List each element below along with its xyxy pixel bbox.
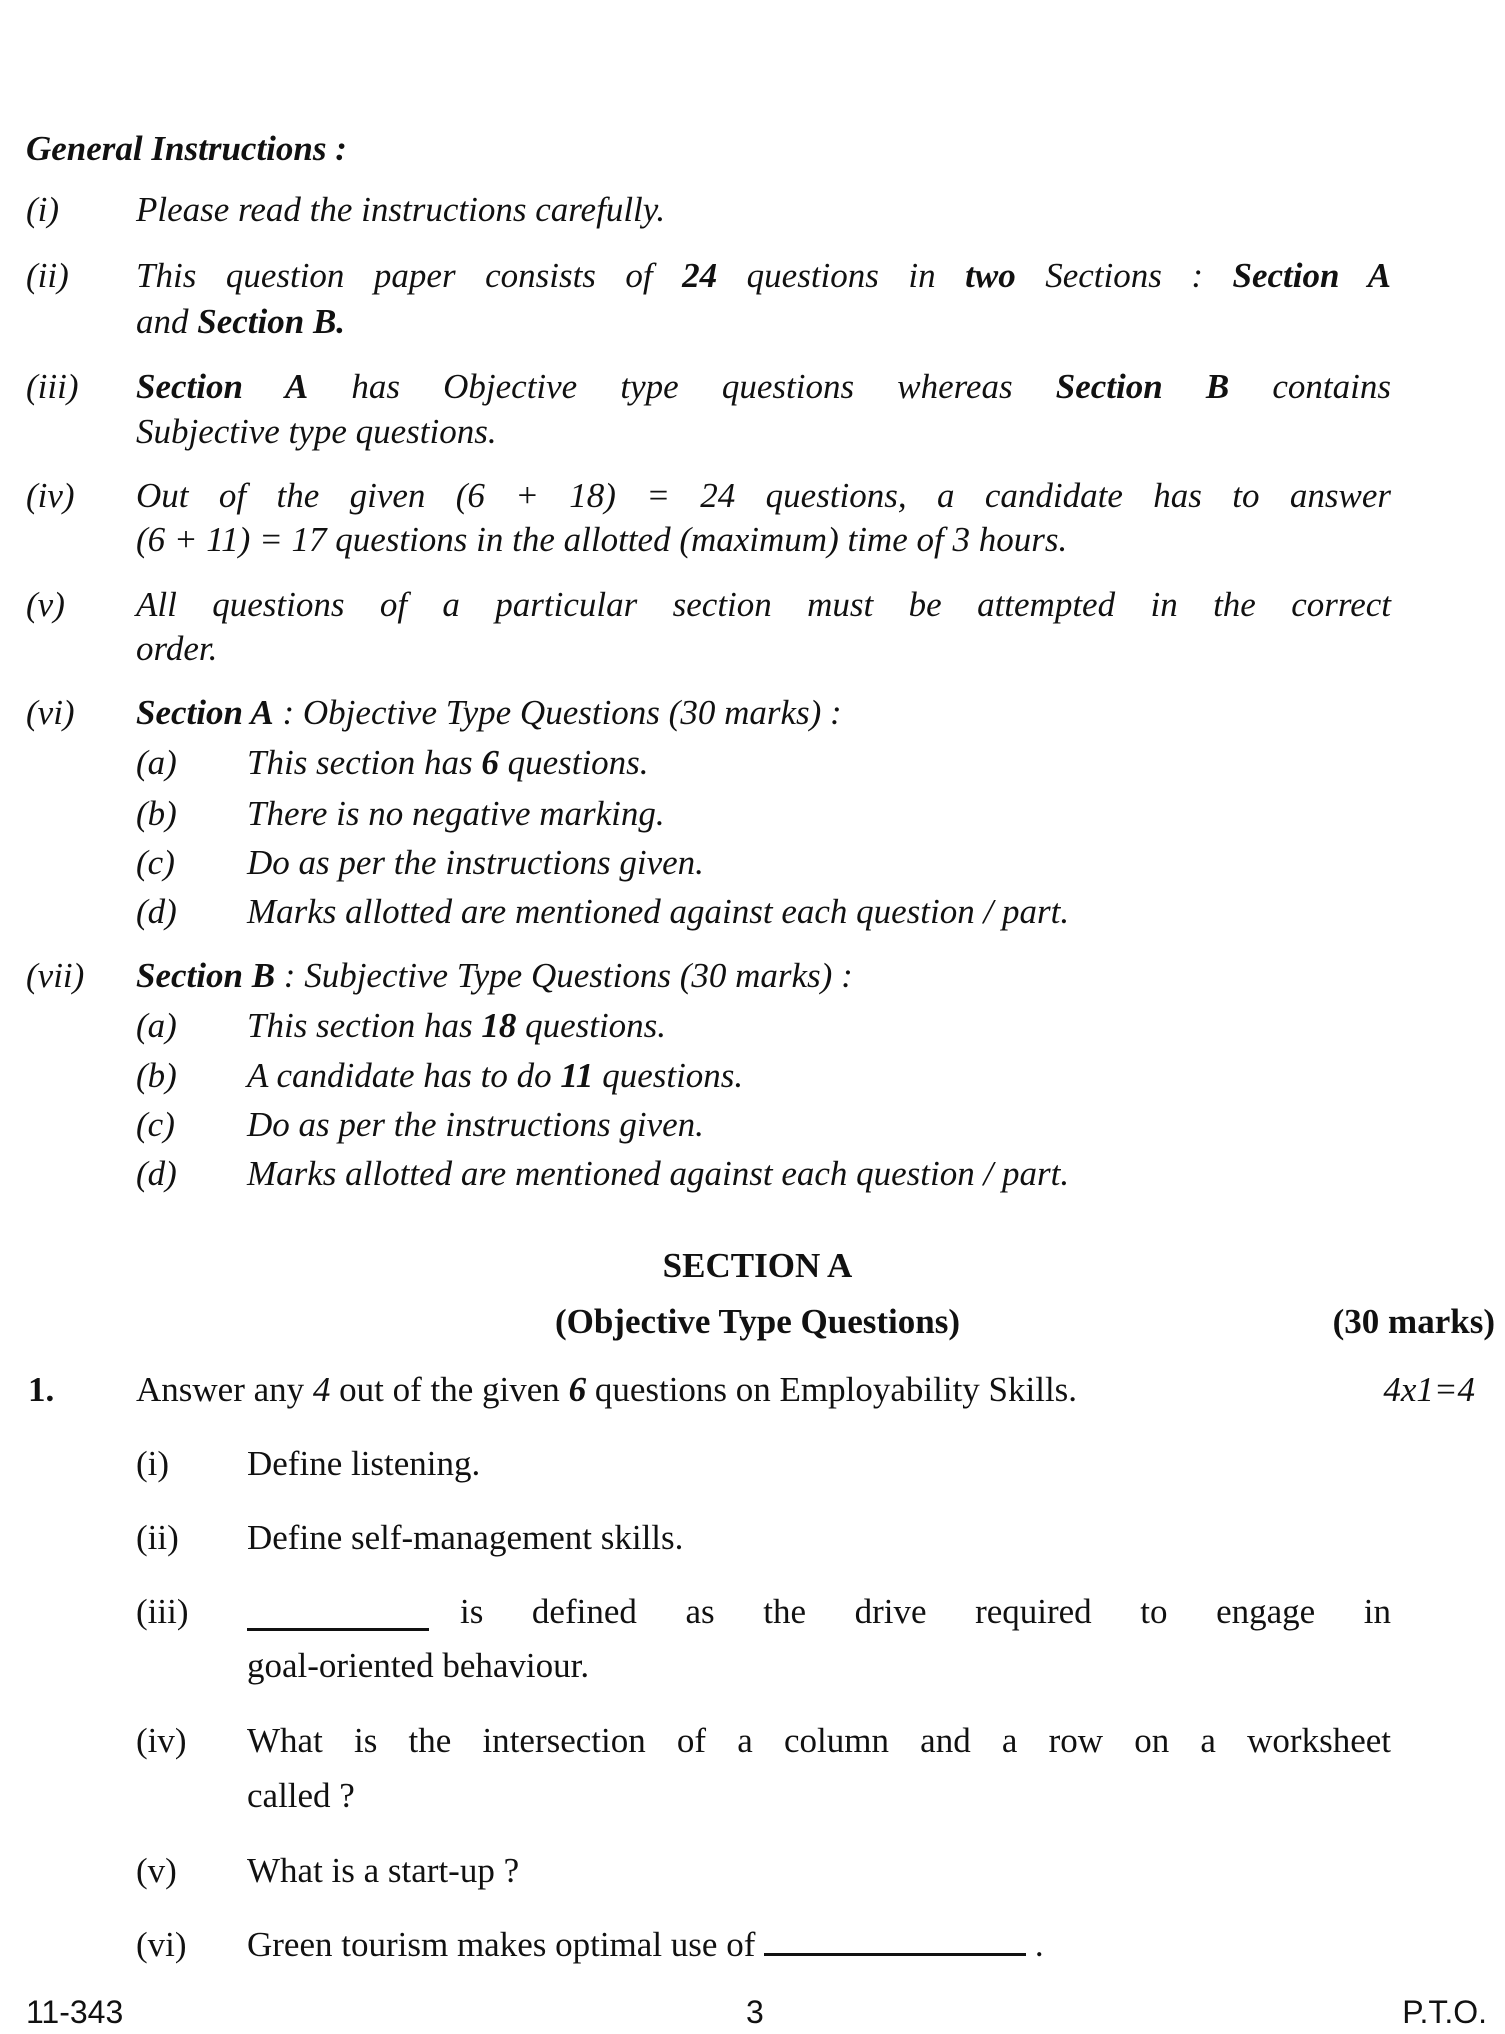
part-text: Define self-management skills. (247, 1518, 684, 1557)
sub-text: A candidate has to do 11 questions. (247, 1056, 744, 1095)
part-label: (i) (136, 1444, 170, 1483)
instruction-text: This question paper consists of 24 questions in two Sections : Section A (136, 256, 1392, 295)
section-marks: (30 marks) (1332, 1302, 1495, 1341)
part-label: (vi) (136, 1925, 187, 1964)
item-label: (v) (26, 585, 65, 624)
sub-label: (a) (136, 743, 177, 782)
part-text: Define listening. (247, 1444, 481, 1483)
sub-label: (a) (136, 1006, 177, 1045)
page-number: 3 (746, 1994, 764, 2030)
sub-text: Marks allotted are mentioned against each question / part. (247, 892, 1070, 931)
sub-text: This section has 6 questions. (247, 743, 649, 782)
sub-text: Do as per the instructions given. (247, 843, 704, 882)
instruction-text: Subjective type questions. (136, 412, 497, 451)
instruction-text: All questions of a particular section must be attempted in the correct (136, 585, 1391, 624)
instruction-text: Out of the given (6 + 18) = 24 questions, a candidate has to answer (136, 476, 1391, 515)
question-text: Answer any 4 out of the given 6 questions on Employability Skills. (136, 1370, 1078, 1409)
part-text: Green tourism makes optimal use of . (247, 1925, 1044, 1964)
please-turn-over: P.T.O. (1402, 1994, 1487, 2030)
paper-code: 11-343 (26, 1994, 124, 2030)
item-label: (ii) (26, 256, 69, 295)
part-text: called ? (247, 1776, 355, 1815)
sub-label: (c) (136, 1105, 175, 1144)
item-label: (iii) (26, 367, 79, 406)
part-text: What is the intersection of a column and a row on a worksheet (247, 1721, 1391, 1760)
answer-blank (764, 1923, 1026, 1956)
sub-label: (b) (136, 794, 177, 833)
part-text: goal-oriented behaviour. (247, 1646, 590, 1685)
part-label: (iv) (136, 1721, 187, 1760)
item-label: (i) (26, 190, 60, 229)
sub-text: Do as per the instructions given. (247, 1105, 704, 1144)
section-title: SECTION A (662, 1246, 853, 1285)
sub-label: (c) (136, 843, 175, 882)
part-text: is defined as the drive required to engage in (460, 1592, 1391, 1631)
item-label: (vi) (26, 693, 75, 732)
item-label: (iv) (26, 476, 75, 515)
question-number: 1. (28, 1370, 55, 1409)
section-a-instructions-title: Section A : Objective Type Questions (30 marks) : (136, 693, 842, 732)
answer-blank (247, 1598, 429, 1631)
part-label: (v) (136, 1851, 177, 1890)
part-label: (ii) (136, 1518, 179, 1557)
instruction-text: Section A has Objective type questions whereas Section B contains (136, 367, 1392, 406)
instructions-heading: General Instructions : (26, 129, 347, 168)
instruction-text: order. (136, 629, 218, 668)
sub-text: Marks allotted are mentioned against each question / part. (247, 1154, 1070, 1193)
sub-text: This section has 18 questions. (247, 1006, 667, 1045)
instruction-text: and Section B. (136, 302, 346, 341)
section-b-instructions-title: Section B : Subjective Type Questions (30 marks) : (136, 956, 853, 995)
item-label: (vii) (26, 956, 85, 995)
instruction-text: (6 + 11) = 17 questions in the allotted (maximum) time of 3 hours. (136, 520, 1068, 559)
sub-label: (b) (136, 1056, 177, 1095)
part-label: (iii) (136, 1592, 189, 1631)
sub-label: (d) (136, 892, 177, 931)
instruction-text: Please read the instructions carefully. (136, 190, 666, 229)
part-text: What is a start-up ? (247, 1851, 520, 1890)
sub-text: There is no negative marking. (247, 794, 665, 833)
question-marks: 4x1=4 (1383, 1370, 1475, 1409)
sub-label: (d) (136, 1154, 177, 1193)
section-subtitle: (Objective Type Questions) (554, 1302, 961, 1341)
